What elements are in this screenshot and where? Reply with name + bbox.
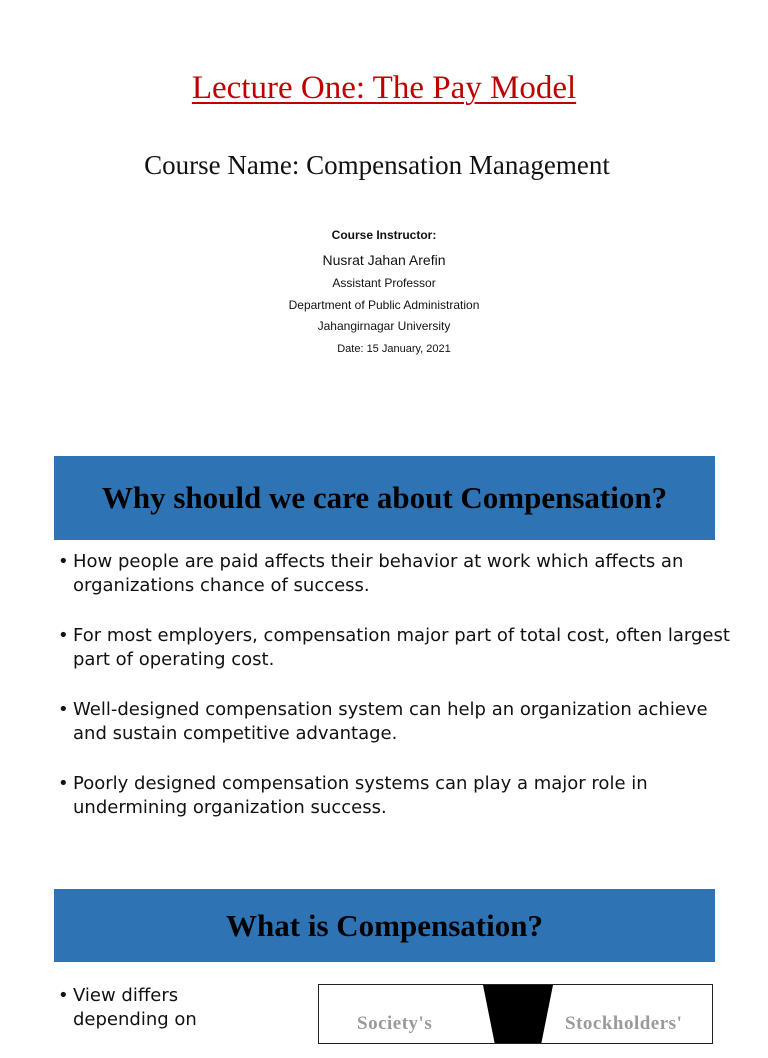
bullet-icon: • [58, 773, 69, 794]
page-title: Lecture One: The Pay Model [191, 70, 577, 106]
section-heading-why: Why should we care about Compensation? [54, 456, 715, 540]
instructor-name: Nusrat Jahan Arefin [322, 252, 446, 268]
course-name: Course Name: Compensation Management [144, 150, 610, 180]
diagram-label-society: Society's [357, 1013, 433, 1034]
bullet-icon: • [58, 551, 69, 572]
bullet-text: How people are paid affects their behavior at work which affects an organizations chance of success. [73, 551, 684, 596]
perspectives-diagram [318, 984, 713, 1044]
list-item [58, 984, 278, 1032]
list-item [58, 698, 738, 746]
bullet-icon: • [58, 699, 69, 720]
lecture-date: Date: 15 January, 2021 [337, 343, 451, 355]
bullet-text: Poorly designed compensation systems can play a major role in undermining organization success. [73, 773, 648, 818]
bullet-icon: • [58, 625, 69, 646]
bullet-text: Well-designed compensation system can help an organization achieve and sustain competitive advantage. [73, 699, 708, 744]
diagram-label-stockholders: Stockholders' [565, 1013, 683, 1034]
bullet-icon: • [58, 985, 69, 1006]
section-heading-what: What is Compensation? [54, 889, 715, 962]
list-item [58, 550, 738, 598]
department-name: Department of Public Administration [288, 298, 480, 312]
bullet-text: View differs depending on [73, 985, 197, 1030]
bullet-list-why [58, 550, 738, 846]
instructor-label: Course Instructor: [331, 228, 437, 242]
instructor-title: Assistant Professor [332, 276, 436, 290]
university-name: Jahangirnagar University [317, 319, 451, 333]
list-item [58, 772, 738, 820]
bullet-list-what [58, 984, 278, 1058]
list-item [58, 624, 738, 672]
bullet-text: For most employers, compensation major part of total cost, often largest part of operating cost. [73, 625, 730, 670]
